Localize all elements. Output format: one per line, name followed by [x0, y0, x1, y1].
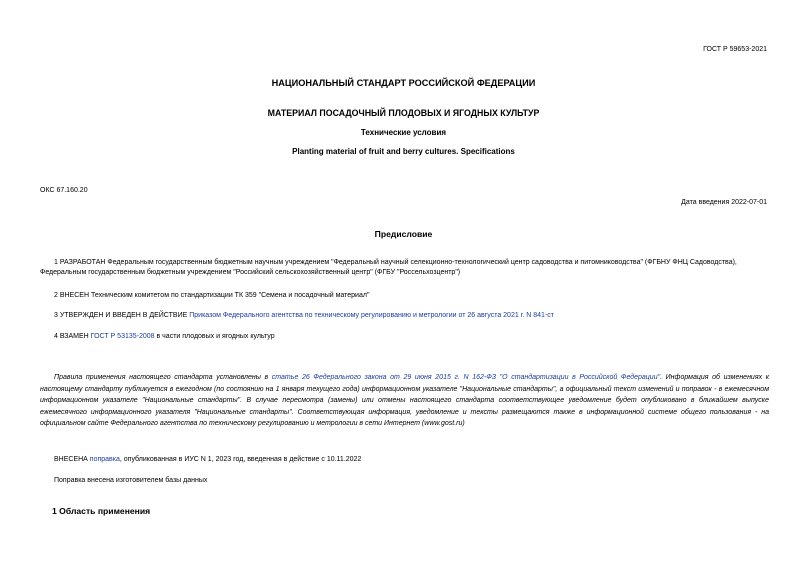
- document-subtitle: Технические условия: [360, 128, 447, 137]
- amendment-link[interactable]: поправка: [89, 456, 120, 463]
- preface-item-3-text: 3 УТВЕРЖДЕН И ВВЕДЕН В ДЕЙСТВИЕ: [54, 312, 190, 319]
- preface-item-1-line-2: Федеральным государственным бюджетным учреждением "Российский сельскохозяйственный центр" (ФГБУ "Россельхозцентр"): [40, 269, 461, 276]
- preface-item-approved: [40, 311, 771, 321]
- application-rules-notice: [40, 372, 769, 430]
- amendment-line: [54, 456, 361, 463]
- preface-item-2: 2 ВНЕСЕН Техническим комитетом по стандартизации ТК 359 "Семена и посадочный материал": [54, 292, 370, 299]
- preface-item-developed: [40, 258, 771, 278]
- notice-prefix: Правила применения настоящего стандарта установлены в: [54, 374, 272, 381]
- amendment-note: Поправка внесена изготовителем базы данных: [54, 477, 208, 484]
- introduction-date: Дата введения 2022-07-01: [681, 199, 767, 206]
- amendment-suffix: , опубликованная в ИУС N 1, 2023 год, введенная в действие с 10.11.2022: [119, 456, 362, 463]
- document-title: МАТЕРИАЛ ПОСАДОЧНЫЙ ПЛОДОВЫХ И ЯГОДНЫХ КУЛЬТУР: [267, 108, 540, 118]
- oks-code: ОКС 67.160.20: [40, 187, 88, 194]
- federal-law-link[interactable]: статье 26 Федерального закона от 29 июня 2015 г. N 162-ФЗ "О стандартизации в Российской Федерации": [271, 374, 661, 381]
- preface-item-4-text: 4 ВЗАМЕН: [54, 333, 91, 340]
- amendment-prefix: ВНЕСЕНА: [54, 456, 90, 463]
- standard-type-heading: НАЦИОНАЛЬНЫЙ СТАНДАРТ РОССИЙСКОЙ ФЕДЕРАЦИИ: [271, 78, 536, 88]
- order-link[interactable]: Приказом Федерального агентства по техническому регулированию и метрологии от 26 августа 2021 г. N 841-ст: [189, 312, 554, 319]
- notice-body: . Информация об изменениях к настоящему стандарту публикуется в ежегодном (по состоянию на 1 января текущего года) информационном указателе "Национальные стандарты", а официальный текст изменений и поправок - в ежемесячном информационном указателе "Национальные стандарты". В случае пересмотра (замены) или отмены настоящего стандарта соответствующее уведомление будет опубликовано в ближайшем выпуске ежемесячного информационного указателя "Национальные стандарты". Соответствующая информация, уведомление и тексты размещаются также в информационной системе общего пользования - на официальном сайте Федерального агентства по техническому регулированию и метрологии в сети Интернет (www.gost.ru): [40, 374, 769, 428]
- preface-item-replaces: [40, 332, 771, 342]
- english-title: Planting material of fruit and berry cultures. Specifications: [292, 147, 515, 156]
- preface-heading: Предисловие: [374, 229, 433, 239]
- preface-item-4-suffix: в части плодовых и ягодных культур: [154, 333, 275, 340]
- section-heading: 1 Область применения: [52, 506, 151, 516]
- preface-item-submitted: [40, 291, 771, 301]
- preface-item-1-line-1: 1 РАЗРАБОТАН Федеральным государственным бюджетным научным учреждением "Федеральный научный селекционно-технологический центр садоводства и питомниководства" (ФГБНУ ФНЦ Садоводства),: [54, 259, 737, 266]
- replaced-standard-link[interactable]: ГОСТ Р 53135-2008: [90, 333, 155, 340]
- document-number: ГОСТ Р 59653-2021: [703, 46, 767, 53]
